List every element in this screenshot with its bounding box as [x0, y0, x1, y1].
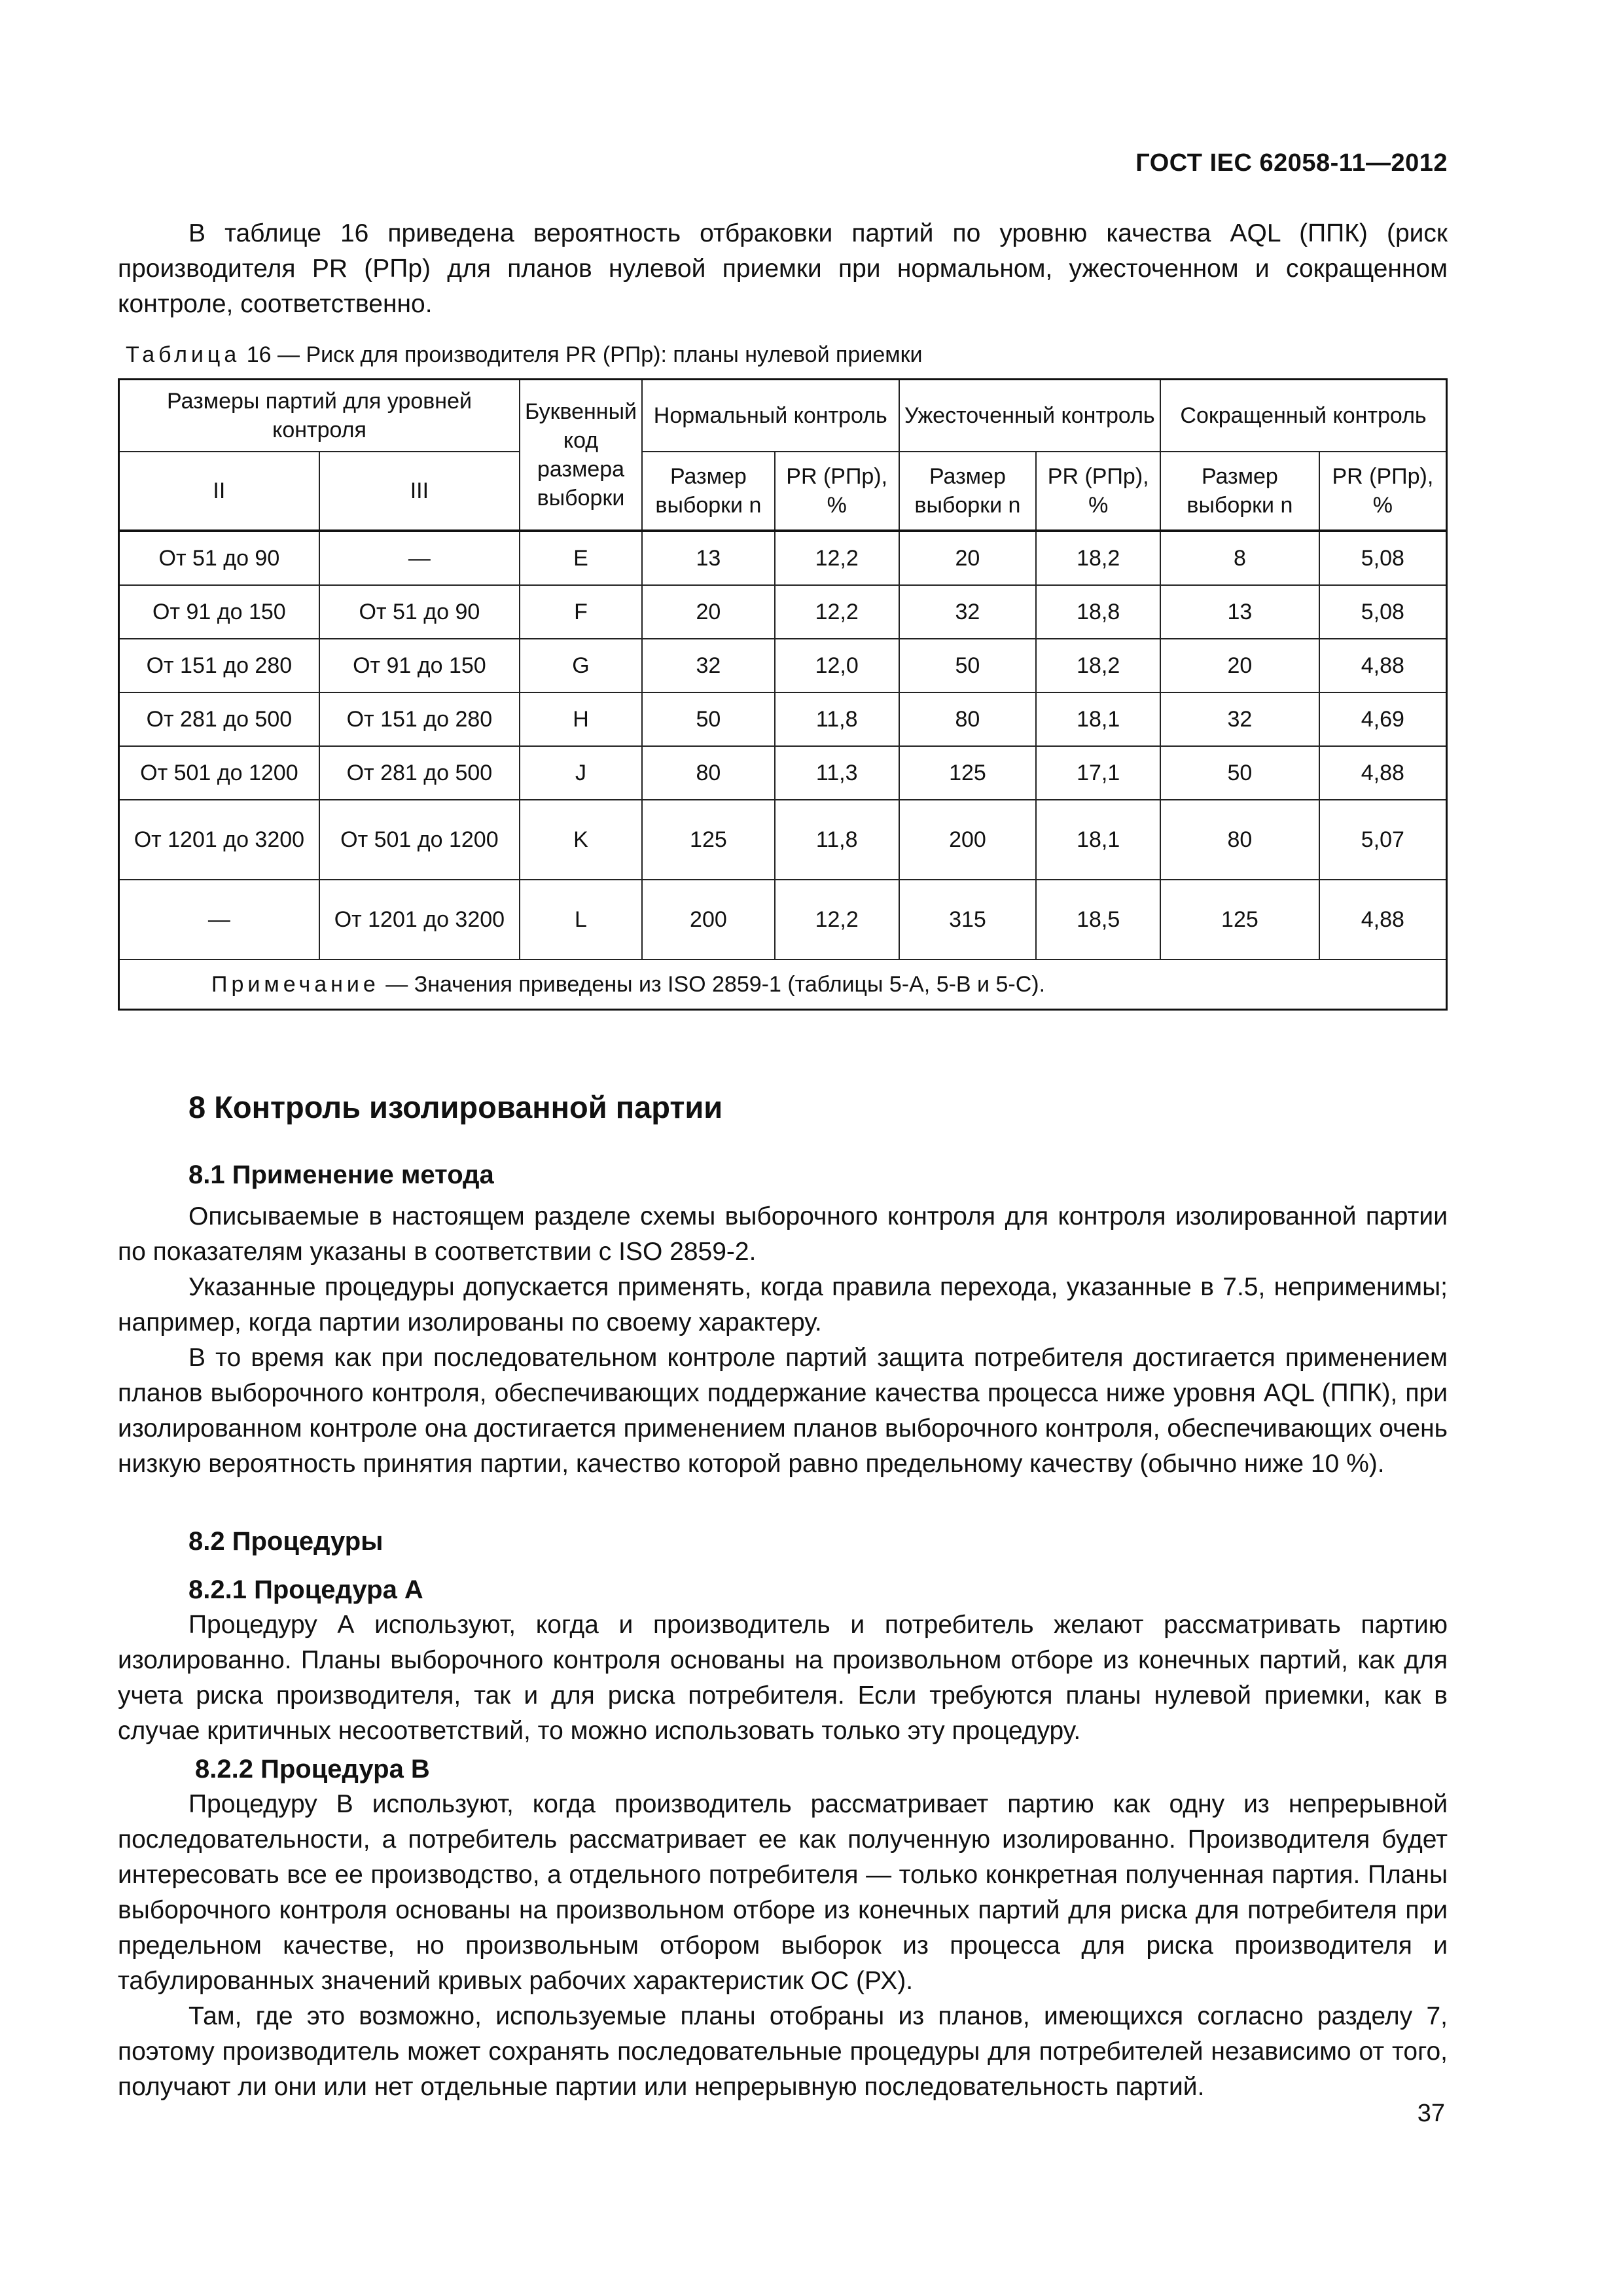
table-row: [119, 880, 1447, 960]
table-cell: От 501 до 1200: [119, 746, 319, 800]
table-row: [119, 692, 1447, 746]
table-cell: 13: [642, 531, 775, 585]
table-cell: 12,0: [775, 639, 899, 692]
table-cell: 17,1: [1036, 746, 1160, 800]
table-cell: От 51 до 90: [319, 585, 520, 639]
table-cell: От 281 до 500: [119, 692, 319, 746]
section-8-2-1-title: 8.2.1 Процедура А: [188, 1575, 423, 1604]
table-cell: 80: [899, 692, 1037, 746]
table-cell: 125: [1160, 880, 1319, 960]
header-letter-code: Буквенный код размера выборки: [520, 380, 642, 531]
table-cell: 32: [899, 585, 1037, 639]
table-cell: 4,69: [1319, 692, 1447, 746]
table-cell: 50: [1160, 746, 1319, 800]
section-8-1-paragraph-1: Описываемые в настоящем разделе схемы выборочного контроля для контроля изолированной партии по показателям указаны в соответствии с ISO 2859-2.: [118, 1202, 1448, 1266]
header-normal: Нормальный контроль: [642, 380, 899, 452]
table-cell: От 91 до 150: [119, 585, 319, 639]
table-caption-prefix: Таблица: [126, 342, 241, 367]
header-pr: PR (РПр), %: [775, 452, 899, 531]
table-note-text: — Значения приведены из ISO 2859-1 (таблицы 5-A, 5-B и 5-C).: [379, 972, 1046, 997]
risk-table: [118, 378, 1448, 1011]
table-cell: 12,2: [775, 585, 899, 639]
section-8-1-paragraph-3: В то время как при последовательном контроле партий защита потребителя достигается применением планов выборочного контроля, обеспечивающих поддержание качества процесса ниже уровня AQL (ППК), при изолированном контроле она достигается применением планов выборочного контроля, обеспечивающих очень низкую вероятность принятия партии, качество которой равно предельному качеству (обычно ниже 10 %).: [118, 1344, 1448, 1478]
table-cell: 11,8: [775, 800, 899, 880]
section-8-1-paragraph-2: Указанные процедуры допускается применять, когда правила перехода, указанные в 7.5, неприменимы; например, когда партии изолированы по своему характеру.: [118, 1273, 1448, 1336]
table-cell: 18,2: [1036, 531, 1160, 585]
table-cell: 125: [642, 800, 775, 880]
table-cell: H: [520, 692, 642, 746]
table-caption-text: 16 — Риск для производителя PR (РПр): планы нулевой приемки: [246, 342, 923, 367]
section-8-1-title: 8.1 Применение метода: [188, 1160, 494, 1189]
table-cell: 4,88: [1319, 880, 1447, 960]
section-8-2-title: 8.2 Процедуры: [188, 1527, 383, 1556]
table-cell: 200: [642, 880, 775, 960]
header-sample-size: Размер выборки n: [642, 452, 775, 531]
table-cell: 50: [642, 692, 775, 746]
table-cell: 18,8: [1036, 585, 1160, 639]
table-cell: 11,8: [775, 692, 899, 746]
intro-paragraph: В таблице 16 приведена вероятность отбраковки партий по уровню качества AQL (ППК) (риск производителя PR (РПр) для планов нулевой приемки при нормальном, ужесточенном и сокращенном контроле, соответственно.: [118, 219, 1448, 318]
header-level-3: III: [319, 452, 520, 531]
header-reduced: Сокращенный контроль: [1160, 380, 1446, 452]
page-content: [118, 216, 1448, 2105]
table-cell: G: [520, 639, 642, 692]
table-note-row: [119, 960, 1447, 1010]
table-cell: 50: [899, 639, 1037, 692]
table-cell: L: [520, 880, 642, 960]
table-cell: K: [520, 800, 642, 880]
table-cell: 5,08: [1319, 531, 1447, 585]
table-cell: 5,08: [1319, 585, 1447, 639]
table-note: [119, 960, 1447, 1010]
table-cell: 18,1: [1036, 692, 1160, 746]
table-cell: 125: [899, 746, 1037, 800]
table-cell: 200: [899, 800, 1037, 880]
header-sample-size: Размер выборки n: [1160, 452, 1319, 531]
table-cell: 18,1: [1036, 800, 1160, 880]
table-row: [119, 746, 1447, 800]
table-cell: 20: [642, 585, 775, 639]
header-sample-size: Размер выборки n: [899, 452, 1037, 531]
table-cell: 20: [1160, 639, 1319, 692]
page-number: 37: [1417, 2100, 1445, 2127]
header-level-2: II: [119, 452, 319, 531]
table-cell: 8: [1160, 531, 1319, 585]
table-row: [119, 585, 1447, 639]
header-lot-sizes: Размеры партий для уровней контроля: [119, 380, 520, 452]
table-cell: 80: [1160, 800, 1319, 880]
table-cell: 32: [1160, 692, 1319, 746]
table-cell: 4,88: [1319, 746, 1447, 800]
table-cell: 18,2: [1036, 639, 1160, 692]
document-id: ГОСТ IEC 62058-11—2012: [1135, 149, 1448, 177]
table-cell: 13: [1160, 585, 1319, 639]
table-cell: От 51 до 90: [119, 531, 319, 585]
table-cell: От 151 до 280: [119, 639, 319, 692]
table-cell: 5,07: [1319, 800, 1447, 880]
table-cell: E: [520, 531, 642, 585]
table-cell: 12,2: [775, 880, 899, 960]
table-row: [119, 800, 1447, 880]
table-cell: 80: [642, 746, 775, 800]
table-cell: 32: [642, 639, 775, 692]
section-8-title: 8 Контроль изолированной партии: [188, 1090, 723, 1124]
table-cell: 20: [899, 531, 1037, 585]
section-8-2-2-paragraph-1: Процедуру В используют, когда производитель рассматривает партию как одну из непрерывной последовательности, а потребитель рассматривает ее как полученную изолированно. Производителя будет интересовать все ее производство, а отдельного потребителя — только конкретная полученная партия. Планы выборочного контроля основаны на произвольном отборе из конечных партий для риска для потребителя при предельном качестве, но произвольным отбором выборок из процесса для риска производителя и табулированных значений кривых рабочих характеристик ОС (РХ).: [118, 1790, 1448, 1995]
header-tightened: Ужесточенный контроль: [899, 380, 1161, 452]
header-pr: PR (РПр), %: [1036, 452, 1160, 531]
table-cell: От 151 до 280: [319, 692, 520, 746]
table-cell: 4,88: [1319, 639, 1447, 692]
table-cell: 11,3: [775, 746, 899, 800]
table-cell: 18,5: [1036, 880, 1160, 960]
table-cell: От 1201 до 3200: [119, 800, 319, 880]
table-cell: От 281 до 500: [319, 746, 520, 800]
table-cell: 12,2: [775, 531, 899, 585]
section-8-2-2-paragraph-2: Там, где это возможно, используемые планы отобраны из планов, имеющихся согласно разделу 7, поэтому производитель может сохранять последовательные процедуры для потребителей независимо от того, получают ли они или нет отдельные партии или непрерывную последовательность партий.: [118, 2002, 1448, 2101]
section-8-2-1-paragraph: Процедуру А используют, когда и производитель и потребитель желают рассматривать партию изолированно. Планы выборочного контроля основаны на произвольном отборе из конечных партий, как для учета риска производителя, так и для риска потребителя. Если требуются планы нулевой приемки, как в случае критичных несоответствий, то можно использовать только эту процедуру.: [118, 1611, 1448, 1745]
table-caption: [126, 340, 1448, 369]
table-cell: От 501 до 1200: [319, 800, 520, 880]
section-8-2-2-title: 8.2.2 Процедура В: [195, 1755, 430, 1784]
table-cell: J: [520, 746, 642, 800]
table-row: [119, 531, 1447, 585]
table-cell: —: [119, 880, 319, 960]
table-note-prefix: Примечание: [211, 972, 380, 997]
table-cell: F: [520, 585, 642, 639]
table-cell: —: [319, 531, 520, 585]
header-pr: PR (РПр), %: [1319, 452, 1447, 531]
table-row: [119, 639, 1447, 692]
table-cell: 315: [899, 880, 1037, 960]
table-cell: От 1201 до 3200: [319, 880, 520, 960]
table-cell: От 91 до 150: [319, 639, 520, 692]
